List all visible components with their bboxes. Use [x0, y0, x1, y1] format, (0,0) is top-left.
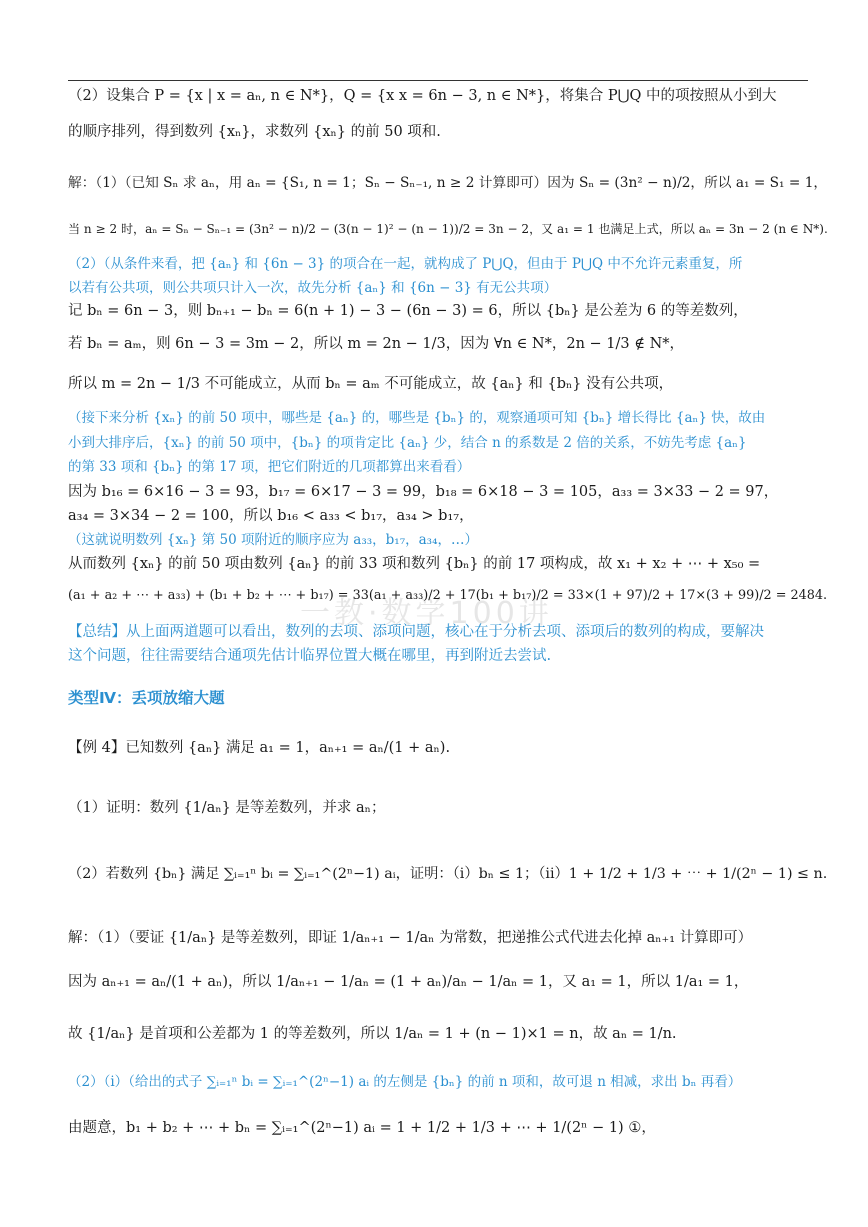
text-line-8: 若 bₙ = aₘ，则 6n − 3 = 3m − 2，所以 m = 2n − 1/3，因为 ∀n ∈ N*，2n − 1/3 ∉ N*，: [68, 336, 685, 352]
text-line-18: 【总结】从上面两道题可以看出，数列的去项、添项问题，核心在于分析去项、添项后的数列的构成，要解决: [68, 624, 764, 640]
text-line-6: 以若有公共项，则公共项只计入一次，故先分析 {aₙ} 和 {6n − 3} 有无公共项）: [68, 280, 558, 296]
text-line-9: 所以 m = 2n − 1/3 不可能成立，从而 bₙ = aₘ 不可能成立，故 {aₙ} 和 {bₙ} 没有公共项，: [68, 376, 674, 392]
text-line-13: 因为 b₁₆ = 6×16 − 3 = 93，b₁₇ = 6×17 − 3 = 99，b₁₈ = 6×18 − 3 = 105，a₃₃ = 3×33 − 2 = 97，: [68, 484, 779, 500]
text-line-1: （2）设集合 P = {x | x = aₙ, n ∈ N*}，Q = {x x = 6n − 3, n ∈ N*}，将集合 P⋃Q 中的项按照从小到大: [68, 88, 777, 104]
text-line-20: 类型Ⅳ：丢项放缩大题: [68, 689, 225, 707]
text-line-22: （1）证明：数列 {1/aₙ} 是等差数列，并求 aₙ；: [68, 800, 386, 816]
text-line-16: 从而数列 {xₙ} 的前 50 项由数列 {aₙ} 的前 33 项和数列 {bₙ} 的前 17 项构成，故 x₁ + x₂ + ⋯ + x₅₀ =: [68, 556, 761, 572]
text-line-15: （这就说明数列 {xₙ} 第 50 项附近的顺序应为 a₃₃，b₁₇，a₃₄，…）: [68, 532, 478, 548]
text-line-28: 由题意，b₁ + b₂ + ⋯ + bₙ = ∑ᵢ₌₁^(2ⁿ−1) aᵢ = 1 + 1/2 + 1/3 + ⋯ + 1/(2ⁿ − 1) ①，: [68, 1120, 656, 1136]
watermark: 一教·数学100讲: [300, 596, 553, 631]
header-rule: [68, 80, 808, 81]
text-line-7: 记 bₙ = 6n − 3，则 bₙ₊₁ − bₙ = 6(n + 1) − 3 − (6n − 3) = 6，所以 {bₙ} 是公差为 6 的等差数列，: [68, 303, 748, 319]
text-line-10: （接下来分析 {xₙ} 的前 50 项中，哪些是 {aₙ} 的，哪些是 {bₙ} 的，观察通项可知 {bₙ} 增长得比 {aₙ} 快，故由: [68, 410, 766, 426]
text-line-17: (a₁ + a₂ + ⋯ + a₃₃) + (b₁ + b₂ + ⋯ + b₁₇) = 33(a₁ + a₃₃)/2 + 17(b₁ + b₁₇)/2 = 33×(1 + 97)/2 + 17×(3 + 99)/2 = 2484.: [68, 588, 828, 603]
text-line-21: 【例 4】已知数列 {aₙ} 满足 a₁ = 1，aₙ₊₁ = aₙ/(1 + aₙ).: [68, 740, 451, 756]
text-line-5: （2）（从条件来看，把 {aₙ} 和 {6n − 3} 的项合在一起，就构成了 P⋃Q，但由于 P⋃Q 中不允许元素重复，所: [68, 256, 743, 272]
text-line-12: 的第 33 项和 {bₙ} 的第 17 项，把它们附近的几项都算出来看看）: [68, 459, 471, 475]
text-line-19: 这个问题，往往需要结合通项先估计临界位置大概在哪里，再到附近去尝试.: [68, 648, 552, 664]
text-line-26: 故 {1/aₙ} 是首项和公差都为 1 的等差数列，所以 1/aₙ = 1 + (n − 1)×1 = n，故 aₙ = 1/n.: [68, 1026, 677, 1042]
text-line-4: 当 n ≥ 2 时，aₙ = Sₙ − Sₙ₋₁ = (3n² − n)/2 − (3(n − 1)² − (n − 1))/2 = 3n − 2，又 a₁ = 1 也满足上式，所以 aₙ = 3n − 2 (n ∈ N*).: [68, 222, 828, 236]
text-line-3: 解：（1）（已知 Sₙ 求 aₙ，用 aₙ = {S₁, n = 1；Sₙ − Sₙ₋₁, n ≥ 2 计算即可）因为 Sₙ = (3n² − n)/2，所以 a₁ = S₁ = 1，: [68, 175, 828, 191]
text-line-14: a₃₄ = 3×34 − 2 = 100，所以 b₁₆ < a₃₃ < b₁₇，a₃₄ > b₁₇，: [68, 508, 474, 524]
text-line-27: （2）（i）（给出的式子 ∑ᵢ₌₁ⁿ bᵢ = ∑ᵢ₌₁^(2ⁿ−1) aᵢ 的左侧是 {bₙ} 的前 n 项和，故可退 n 相减，求出 bₙ 再看）: [68, 1074, 742, 1090]
text-line-2: 的顺序排列，得到数列 {xₙ}，求数列 {xₙ} 的前 50 项和.: [68, 124, 441, 140]
text-line-25: 因为 aₙ₊₁ = aₙ/(1 + aₙ)，所以 1/aₙ₊₁ − 1/aₙ = (1 + aₙ)/aₙ − 1/aₙ = 1，又 a₁ = 1，所以 1/a₁ = 1，: [68, 974, 749, 990]
text-line-23: （2）若数列 {bₙ} 满足 ∑ᵢ₌₁ⁿ bᵢ = ∑ᵢ₌₁^(2ⁿ−1) aᵢ，证明：（i）bₙ ≤ 1；（ii）1 + 1/2 + 1/3 + ⋯ + 1/(2ⁿ − 1) ≤ n.: [68, 866, 828, 882]
text-line-11: 小到大排序后，{xₙ} 的前 50 项中，{bₙ} 的项肯定比 {aₙ} 少，结合 n 的系数是 2 倍的关系，不妨先考虑 {aₙ}: [68, 435, 747, 451]
text-line-24: 解：（1）（要证 {1/aₙ} 是等差数列，即证 1/aₙ₊₁ − 1/aₙ 为常数，把递推公式代进去化掉 aₙ₊₁ 计算即可）: [68, 930, 753, 946]
